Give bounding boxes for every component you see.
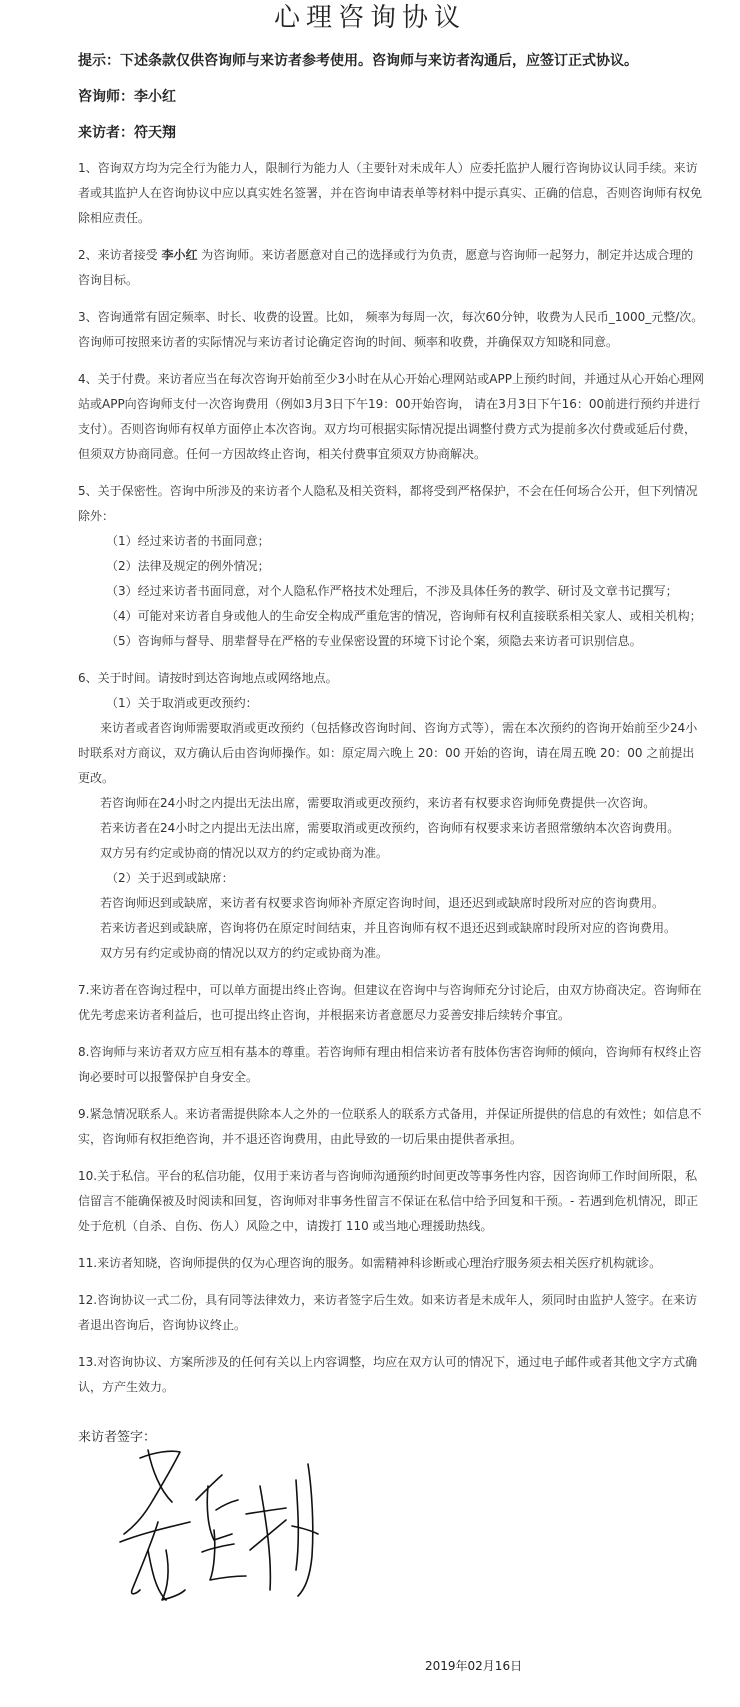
clause-3: 3、咨询通常有固定频率、时长、收费的设置。比如， 频率为每周一次，每次60分钟，收费为人民币_1000_元整/次。咨询师可按照来访者的实际情况与来访者讨论确定咨询的时间、频率和收费，并确保双方知晓和同意。 — [78, 310, 704, 349]
clause-12: 12.咨询协议一式二份，具有同等法律效力，来访者签字后生效。如来访者是未成年人，须同时由监护人签字。在来访者退出咨询后，咨询协议终止。 — [78, 1293, 698, 1332]
visitor-line: 来访者：符天翔 — [78, 125, 176, 141]
clause-6-sub2-heading: （2）关于迟到或缺席： — [106, 871, 234, 885]
clause-9: 9.紧急情况联系人。来访者需提供除本人之外的一位联系人的联系方式备用，并保证所提供的信息的有效性；如信息不实，咨询师有权拒绝咨询，并不退还咨询费用，由此导致的一切后果由提供者承担。 — [78, 1107, 702, 1146]
clause-2 — [78, 243, 704, 293]
page-title: 心理咨询协议 — [273, 3, 466, 33]
notice-text: 提示：下述条款仅供咨询师与来访者参考使用。咨询师与来访者沟通后，应签订正式协议。 — [78, 53, 638, 69]
clause-2-counselor-name: 李小红 — [161, 248, 198, 262]
clause-11: 11.来访者知晓，咨询师提供的仅为心理咨询的服务。如需精神科诊断或心理治疗服务须去相关医疗机构就诊。 — [78, 1256, 662, 1270]
clause-2-post: 为咨询师。来访者愿意对自己的选择或行为负责，愿意与咨询师一起努力，制定并达成合理的咨询目标。 — [78, 248, 694, 287]
handwritten-signature — [110, 1430, 340, 1615]
clause-7: 7.来访者在咨询过程中，可以单方面提出终止咨询。但建议在咨询中与咨询师充分讨论后，由双方协商决定。咨询师在优先考虑来访者利益后，也可提出终止咨询，并根据来访者意愿尽力妥善安排后续转介事宜。 — [78, 983, 702, 1022]
clause-6-sub1-body: 来访者或者咨询师需要取消或更改预约（包括修改咨询时间、咨询方式等），需在本次预约的咨询开始前至少24小时联系对方商议，双方确认后由咨询师操作。如：原定周六晚上 20：00 开始的咨询，请在周五晚 20：00 之前提出更改。 — [78, 721, 698, 785]
signature-label: 来访者签字： — [78, 1430, 157, 1445]
clause-5-item: （4）可能对来访者自身或他人的生命安全构成严重危害的情况，咨询师有权利直接联系相关家人、或相关机构； — [106, 609, 702, 623]
clause-5-item: （3）经过来访者书面同意，对个人隐私作严格技术处理后，不涉及具体任务的教学、研讨及文章书记撰写； — [106, 584, 678, 598]
clause-6-sub1-line: 若来访者在24小时之内提出无法出席，需要取消或更改预约，咨询师有权要求来访者照常缴纳本次咨询费用。 — [100, 821, 680, 835]
counselor-line: 咨询师：李小红 — [78, 89, 176, 105]
clause-6-sub1-line: 若咨询师在24小时之内提出无法出席，需要取消或更改预约，来访者有权要求咨询师免费提供一次咨询。 — [100, 796, 656, 810]
clause-2-pre: 2、来访者接受 — [78, 248, 162, 262]
clause-8: 8.咨询师与来访者双方应互相有基本的尊重。若咨询师有理由相信来访者有肢体伤害咨询师的倾向，咨询师有权终止咨询必要时可以报警保护自身安全。 — [78, 1045, 702, 1084]
clause-5-item: （5）咨询师与督导、朋辈督导在严格的专业保密设置的环境下讨论个案，须隐去来访者可识别信息。 — [106, 634, 642, 648]
clause-4: 4、关于付费。来访者应当在每次咨询开始前至少3小时在从心开始心理网站或APP上预约时间，并通过从心开始心理网站或APP向咨询师支付一次咨询费用（例如3月3日下午19：00开始咨询， 请在3月3日下午16：00前进行预约并进行支付）。否则咨询师有权单方面停止本次咨询。双方均可根据实际情况提出调整付费方式为提前多次付费或延后付费，但须双方协商同意。任何一方因故终止咨询，相关付费事宜须双方协商解决。 — [78, 372, 704, 461]
signature-date: 2019年02月16日 — [425, 1659, 523, 1673]
agreement-content — [0, 50, 740, 1448]
clause-6-sub2-line: 若咨询师迟到或缺席，来访者有权要求咨询师补齐原定咨询时间，退还迟到或缺席时段所对应的咨询费用。 — [100, 896, 665, 910]
clause-5-item: （2）法律及规定的例外情况； — [106, 559, 270, 573]
clause-6: 6、关于时间。请按时到达咨询地点或网络地点。 — [78, 671, 338, 685]
clause-6-sub1-heading: （1）关于取消或更改预约： — [106, 696, 258, 710]
clause-13: 13.对咨询协议、方案所涉及的任何有关以上内容调整，均应在双方认可的情况下，通过电子邮件或者其他文字方式确认，方产生效力。 — [78, 1355, 698, 1394]
clause-6-sub2-line: 双方另有约定或协商的情况以双方的约定或协商为准。 — [100, 946, 389, 960]
clause-6-sub1-line: 双方另有约定或协商的情况以双方的约定或协商为准。 — [100, 846, 389, 860]
clause-6-sub2-line: 若来访者迟到或缺席，咨询将仍在原定时间结束，并且咨询师有权不退还迟到或缺席时段所对应的咨询费用。 — [100, 921, 677, 935]
clause-5-item: （1）经过来访者的书面同意； — [106, 534, 270, 548]
clause-1: 1、咨询双方均为完全行为能力人，限制行为能力人（主要针对未成年人）应委托监护人履行咨询协议认同手续。来访者或其监护人在咨询协议中应以真实姓名签署，并在咨询申请表单等材料中提示真实、正确的信息，否则咨询师有权免除相应责任。 — [78, 161, 703, 225]
clause-5: 5、关于保密性。咨询中所涉及的来访者个人隐私及相关资料，都将受到严格保护，不会在任何场合公开，但下列情况除外： — [78, 484, 698, 523]
clause-10: 10.关于私信。平台的私信功能，仅用于来访者与咨询师沟通预约时间更改等事务性内容，因咨询师工作时间所限，私信留言不能确保被及时阅读和回复，咨询师对非事务性留言不保证在私信中给予回复和干预。- 若遇到危机情况，即正处于危机（自杀、自伤、伤人）风险之中，请拨打 110 或当地心理援助热线。 — [78, 1169, 699, 1233]
